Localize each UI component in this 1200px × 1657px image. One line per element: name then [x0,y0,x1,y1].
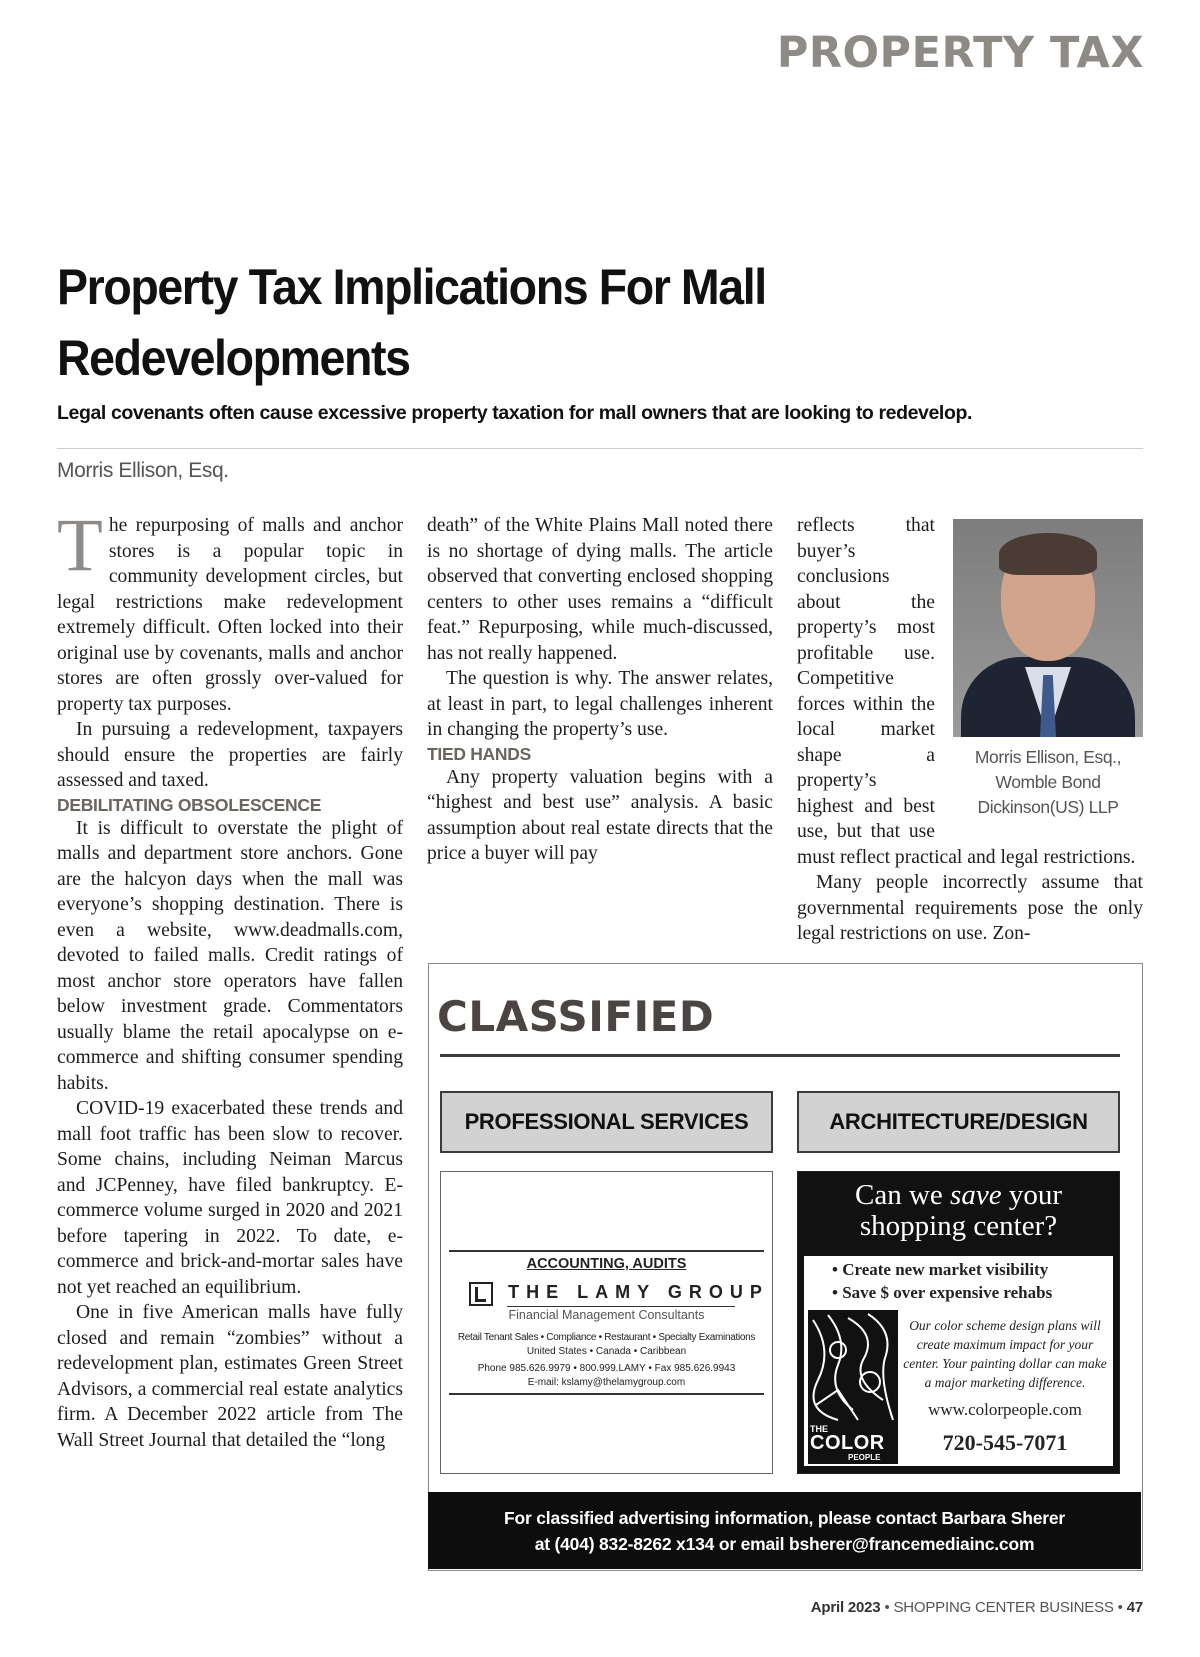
ad-heading: ACCOUNTING, AUDITS [526,1256,687,1272]
contact-line-1: For classified advertising information, please contact Barbara Sherer [504,1507,1065,1528]
section-tag: PROPERTY TAX [776,28,1144,78]
ad-url[interactable]: www.colorpeople.com [928,1400,1082,1419]
category-architecture-design: ARCHITECTURE/DESIGN [797,1091,1120,1153]
paragraph: The repurposing of malls and anchor stores is a popular topic in community development circles, but legal restrictions make redevelopment extremely difficult. Often locked into their original use by covenants, malls and anchor stores are often grossly over-valued for property tax purposes. [57,504,403,715]
article-headline: Property Tax Implications For Mall Redevelopments [57,259,766,386]
contact-line-2: at (404) 832-8262 x134 or email bsherer@francemediainc.com [534,1533,1035,1554]
drop-cap: T [57,504,103,587]
paragraph: Any property valuation begins with a “highest and best use” analysis. A basic assumption about real estate directs that the price a buyer will pay [427,766,773,864]
folio-page-number: 47 [1126,1599,1143,1616]
paragraph: In pursuing a redevelopment, taxpayers should ensure the properties are fairly assessed and taxed. [57,719,403,791]
paragraph: The question is why. The answer relates, at least in part, to legal challenges inherent in changing the property’s use. [427,668,773,740]
article-column-2 [427,513,773,867]
category-professional-services: PROFESSIONAL SERVICES [440,1091,773,1153]
company-name: THE LAMY GROUP [508,1282,769,1302]
subhead-tied-hands: TIED HANDS [427,743,531,764]
header-divider [57,448,1143,449]
ad-bullet: • Create new market visibility [832,1260,1049,1279]
ad-services: Retail Tenant Sales • Compliance • Restaurant • Specialty Examinations [457,1332,756,1343]
paragraph: It is difficult to overstate the plight of malls and department store anchors. Gone are the halcyon days when the mall was everyone’s shopping destination. There is even a website, www.deadmalls.com, devoted to failed malls. Credit ratings of most anchor store operators have fallen below investment grade. Commentators usually blame the retail apocalypse on e-commerce and shifting consumer spending habits. [57,817,403,1094]
company-tagline: Financial Management Consultants [508,1308,705,1322]
ad-phone: 720-545-7071 [942,1430,1068,1455]
classified-contact-bar [428,1492,1141,1569]
author-photo-block [953,519,1143,820]
classified-divider [440,1054,1120,1057]
folio-publication: • SHOPPING CENTER BUSINESS • [884,1599,1123,1616]
ad-bullet: • Save $ over expensive rehabs [832,1283,1053,1302]
article-column-3 [797,513,1143,947]
abstract-art-icon [808,1310,898,1426]
color-people-ad[interactable] [797,1171,1120,1474]
ad-regions: United States • Canada • Caribbean [526,1346,687,1357]
folio-date: April 2023 [810,1599,881,1616]
article-column-1 [57,504,403,1453]
photo-caption: Morris Ellison, Esq., Womble Bond Dickinson(US) LLP [974,747,1122,817]
lamy-group-ad[interactable] [440,1171,773,1474]
ad-headline: Can we save your shopping center? [855,1179,1062,1242]
subhead-debilitating-obsolescence: DEBILITATING OBSOLESCENCE [57,794,322,815]
ad-body [804,1256,1113,1466]
page-folio [811,1599,1143,1616]
paragraph: death” of the White Plains Mall noted there is no shortage of dying malls. The article observed that converting enclosed shopping centers to other uses remains a “difficult feat.” Repurposing, while much-discussed, has not really happened. [427,515,773,664]
color-people-logo: THE COLOR PEOPLE [808,1424,898,1464]
ad-phone: Phone 985.626.9979 • 800.999.LAMY • Fax 985.626.9943 [477,1363,736,1374]
ad-description: Our color scheme design plans will create maximum impact for your center. Your painting dollar can make a major marketing difference. [903,1318,1107,1390]
paragraph: Many people incorrectly assume that governmental requirements pose the only legal restrictions on use. Zon- [797,872,1143,944]
paragraph: One in five American malls have fully closed and remain “zombies” without a redevelopment plan, estimates Green Street Advisors, a commercial real estate analytics firm. A December 2022 article from The Wall Street Journal that detailed the “long [57,1302,403,1451]
ad-email: E-mail: kslamy@thelamygroup.com [527,1377,686,1388]
classified-title: CLASSIFIED [437,992,715,1041]
paragraph: reflects that buyer’s conclusions about the property’s most profitable use. Competitive forces within the local market shape a property’s highest and best use, but that use must reflect practical and legal restrictions. [797,515,1136,868]
article-dek: Legal covenants often cause excessive property taxation for mall owners that are looking to redevelop. [57,402,972,424]
byline: Morris Ellison, Esq. [57,459,229,482]
author-photo [953,519,1143,737]
paragraph: COVID-19 exacerbated these trends and mall foot traffic has been slow to recover. Some chains, including Neiman Marcus and JCPenney, have filed bankruptcy. E-commerce volume surged in 2020 and 2021 before tapering in 2022. To date, e-commerce and brick-and-mortar sales have not yet reached an equilibrium. [57,1098,403,1298]
